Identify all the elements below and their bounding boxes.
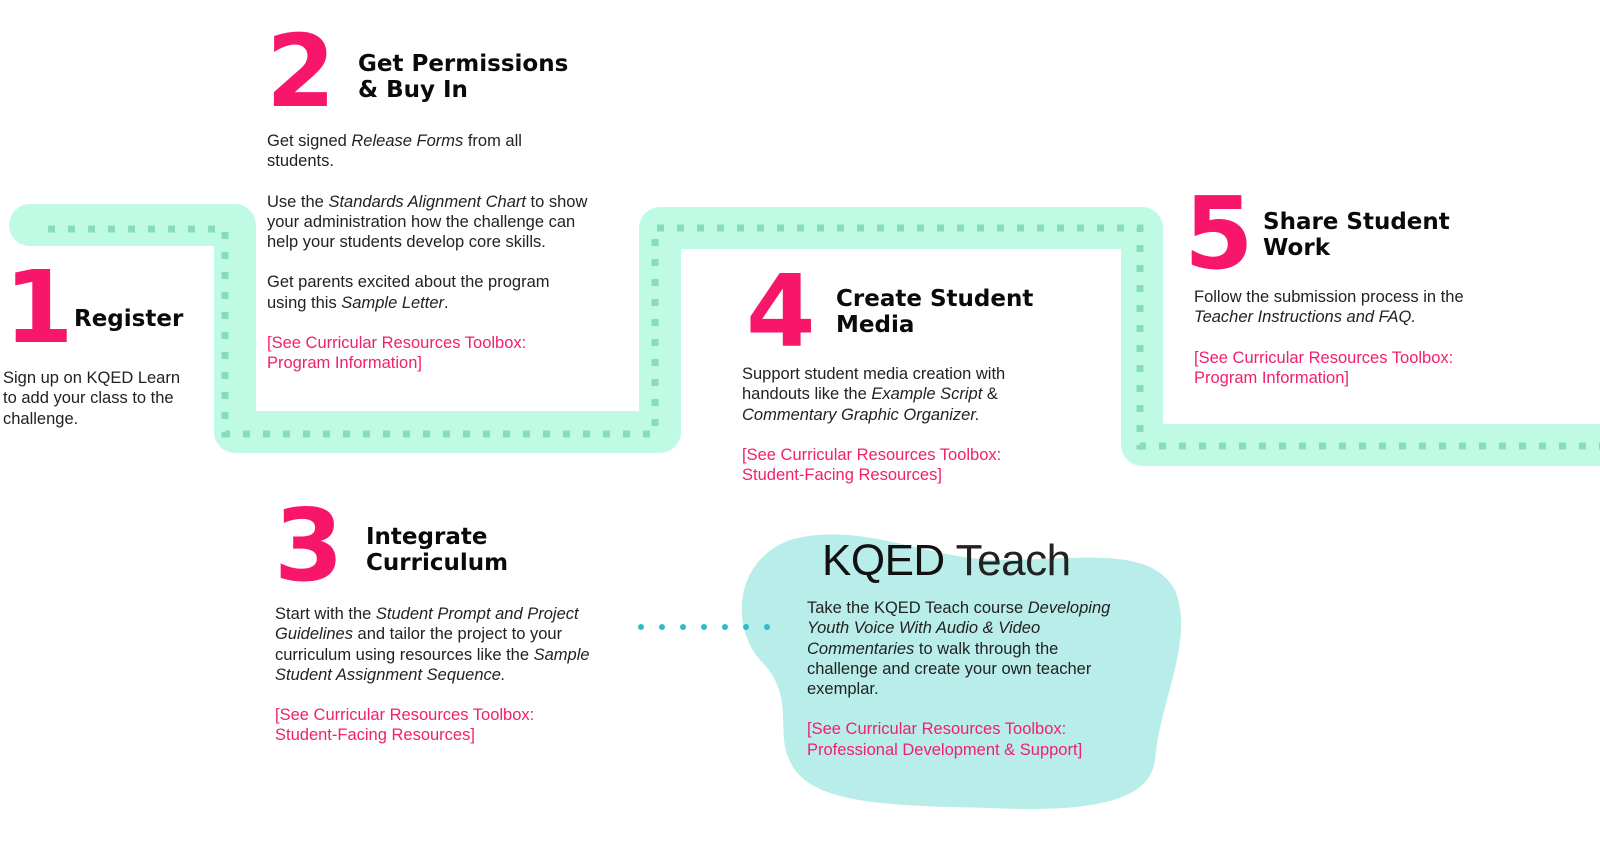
text: from all (463, 132, 522, 150)
toolbox-link[interactable] (807, 719, 1157, 760)
course-link[interactable]: Developing (1027, 599, 1111, 617)
text: handouts like the (742, 385, 872, 404)
standards-chart-link[interactable]: Standards Alignment Chart (328, 192, 526, 211)
link-line[interactable]: Professional Development & Support] (807, 740, 1083, 759)
text: Get parents excited about the program (267, 273, 550, 292)
course-link[interactable]: Youth Voice With Audio & Video (807, 619, 1041, 638)
toolbox-link[interactable] (742, 445, 1082, 486)
text: exemplar. (807, 680, 879, 699)
step-body (275, 604, 645, 746)
step-title (358, 51, 568, 103)
step-number: 3 (274, 487, 342, 604)
text: challenge and create your own teacher (807, 659, 1092, 678)
toolbox-link[interactable] (275, 705, 645, 746)
step-title-line: Get Permissions (358, 51, 569, 77)
step-title (74, 306, 183, 332)
step-title (836, 286, 1033, 338)
logo-kqed: KQED (822, 536, 945, 585)
text: to walk through the (914, 639, 1059, 658)
body-line: Sign up on KQED Learn (3, 369, 181, 387)
step-title-line: Integrate (366, 524, 488, 550)
kqed-teach-logo (822, 536, 1071, 586)
link-line[interactable]: [See Curricular Resources Toolbox: (267, 334, 527, 353)
body-line: challenge. (3, 409, 79, 428)
text: & (982, 385, 998, 404)
step-number: 4 (746, 253, 814, 370)
step-title-line: Create Student (836, 286, 1034, 312)
text: . (444, 293, 449, 312)
kqed-teach-body (807, 598, 1157, 760)
text: Support student media creation with (742, 365, 1006, 383)
step-body (1194, 287, 1534, 388)
toolbox-link[interactable] (1194, 348, 1534, 389)
logo-teach: Teach (955, 536, 1071, 585)
step-title-line: Curriculum (366, 550, 509, 576)
step-number: 5 (1184, 175, 1252, 292)
text: your administration how the challenge can (267, 212, 576, 231)
text: Take the KQED Teach course (807, 599, 1028, 617)
step-body (267, 131, 647, 374)
step-title-line: Work (1263, 235, 1330, 261)
step-title-line: Register (74, 306, 184, 332)
teacher-instructions-link[interactable]: Teacher Instructions and FAQ. (1194, 308, 1416, 327)
link-line[interactable]: [See Curricular Resources Toolbox: (275, 706, 535, 725)
text: curriculum using resources like the (275, 645, 534, 664)
text: help your students develop core skills. (267, 233, 546, 252)
assignment-sequence-link[interactable]: Student Assignment Sequence. (275, 665, 506, 684)
step-title (1263, 209, 1450, 261)
link-line[interactable]: [See Curricular Resources Toolbox: (742, 445, 1002, 464)
step-body (3, 368, 203, 429)
course-link[interactable]: Commentaries (807, 639, 915, 658)
step-title-line: Media (836, 312, 915, 338)
step-title-line: & Buy In (358, 77, 468, 103)
assignment-sequence-link[interactable]: Sample (533, 645, 590, 664)
link-line[interactable]: Program Information] (267, 354, 422, 373)
step-body (742, 364, 1082, 485)
text: Start with the (275, 605, 376, 623)
step-title (366, 524, 508, 576)
link-line[interactable]: Student-Facing Resources] (742, 466, 942, 485)
toolbox-link[interactable] (267, 333, 647, 374)
text: Follow the submission process in the (1194, 288, 1464, 306)
link-line[interactable]: Program Information] (1194, 368, 1349, 387)
link-line[interactable]: [See Curricular Resources Toolbox: (807, 720, 1067, 739)
text: students. (267, 152, 334, 171)
student-prompt-link[interactable]: Guidelines (275, 625, 353, 644)
link-line[interactable]: Student-Facing Resources] (275, 726, 475, 745)
text: and tailor the project to your (352, 625, 563, 644)
text: to show (525, 192, 588, 211)
student-prompt-link[interactable]: Student Prompt and Project (375, 605, 579, 623)
step-number: 2 (266, 13, 334, 130)
release-forms-link[interactable]: Release Forms (351, 132, 464, 150)
text: Use the (267, 192, 329, 211)
example-script-link[interactable]: Example Script (871, 385, 983, 404)
link-line[interactable]: [See Curricular Resources Toolbox: (1194, 348, 1454, 367)
text: Get signed (267, 132, 352, 150)
step-number: 1 (4, 249, 72, 366)
step-title-line: Share Student (1263, 209, 1450, 235)
sample-letter-link[interactable]: Sample Letter (341, 293, 445, 312)
body-line: to add your class to the (3, 389, 174, 408)
text: using this (267, 293, 342, 312)
graphic-organizer-link[interactable]: Commentary Graphic Organizer. (742, 405, 980, 424)
